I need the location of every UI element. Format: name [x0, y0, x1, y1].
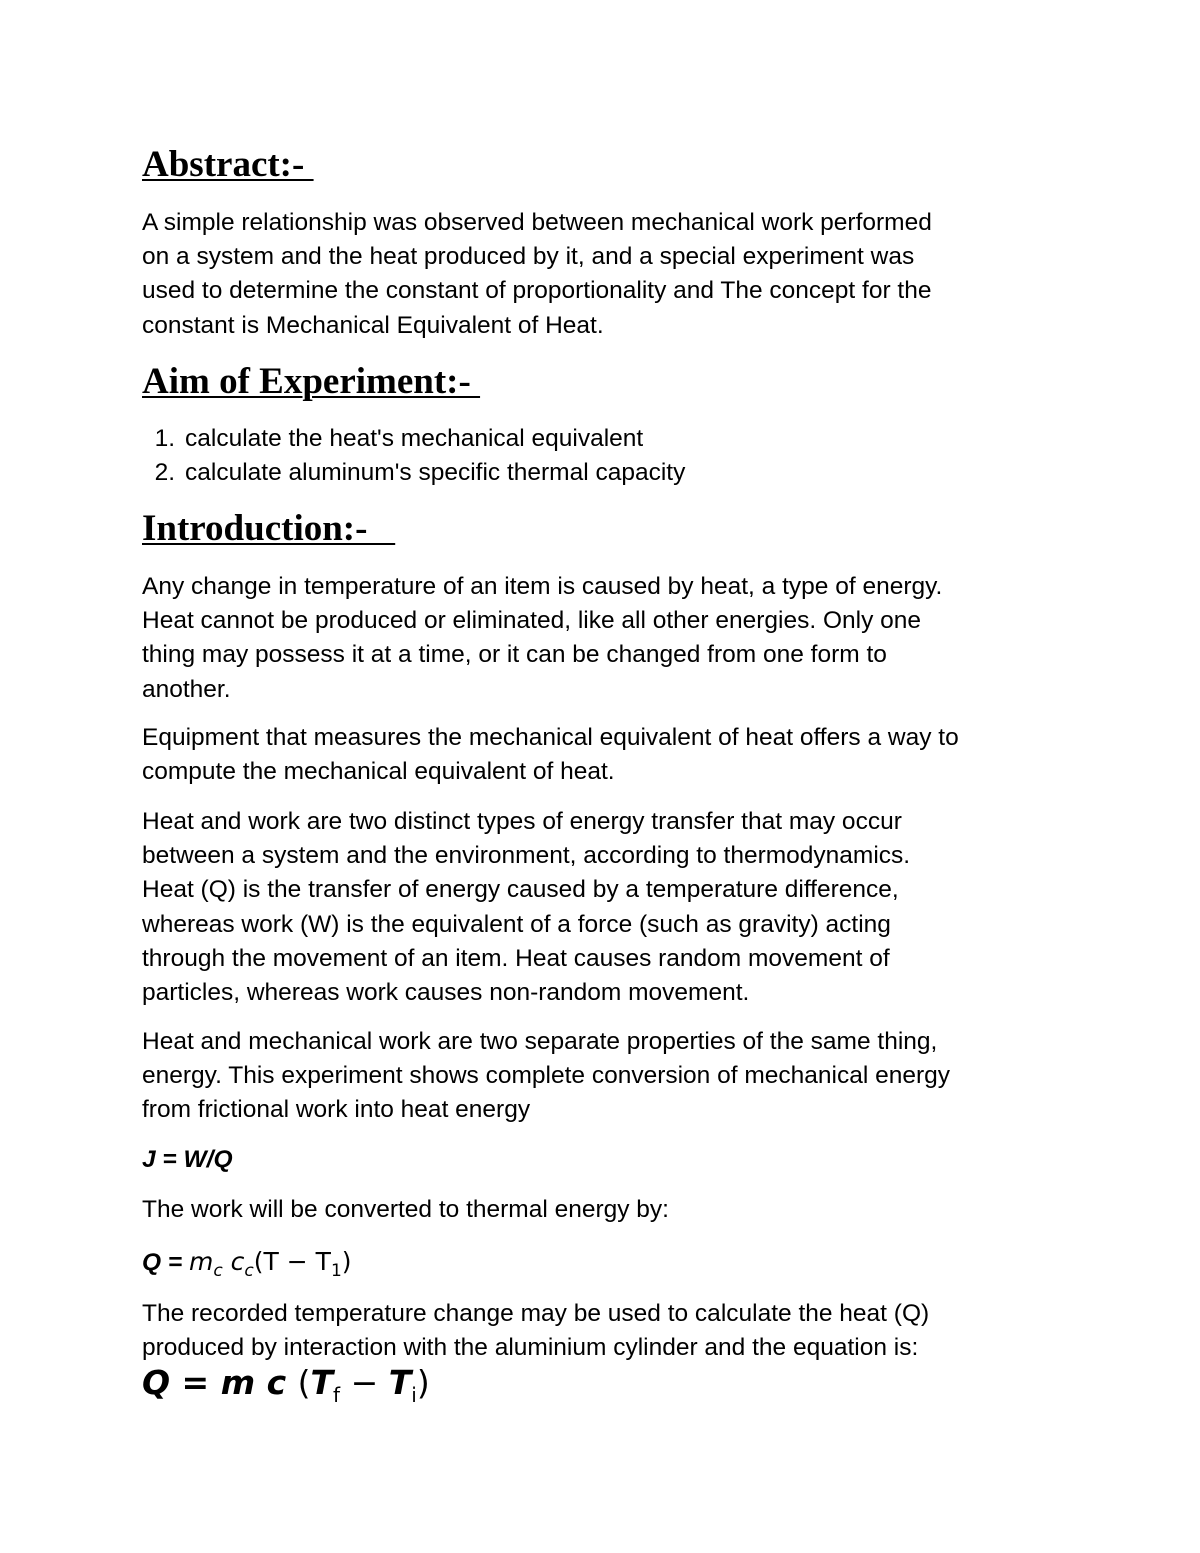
intro-paragraph-5	[142, 1193, 1072, 1227]
text-line: The work will be converted to thermal energy by:	[142, 1196, 669, 1223]
intro-paragraph-3	[142, 805, 1072, 1010]
text-line: energy. This experiment shows complete conversion of mechanical energy	[142, 1062, 950, 1090]
text-line: on a system and the heat produced by it, and a special experiment was	[142, 243, 915, 271]
text-line: Heat cannot be produced or eliminated, like all other energies. Only one	[142, 607, 922, 635]
text-line: Heat and mechanical work are two separate properties of the same thing,	[142, 1028, 938, 1055]
text-line: Equipment that measures the mechanical equivalent of heat offers a way to	[142, 724, 959, 751]
text-line: constant is Mechanical Equivalent of Heat.	[142, 311, 604, 339]
text-line: another.	[142, 675, 231, 703]
text-line: produced by interaction with the aluminium cylinder and the equation is:	[142, 1334, 919, 1362]
text-line: Heat and work are two distinct types of energy transfer that may occur	[142, 808, 902, 835]
text-line: from frictional work into heat energy	[142, 1096, 531, 1124]
list-number: 2.	[154, 459, 175, 487]
equation-lhs: Q =	[142, 1249, 189, 1276]
text-line: Heat (Q) is the transfer of energy caused by a temperature difference,	[142, 876, 899, 904]
text-line: thing may possess it at a time, or it can be changed from one form to	[142, 641, 887, 669]
text-line: A simple relationship was observed between mechanical work performed	[142, 209, 932, 236]
list-item	[0, 456, 685, 490]
aim-list	[142, 422, 685, 490]
equation-heat-q2: Q = m c $(T_f - T_i)$	[142, 1363, 430, 1407]
intro-paragraph-6	[142, 1297, 1072, 1365]
abstract-heading: Abstract:-	[142, 144, 314, 185]
text-line: compute the mechanical equivalent of heat.	[142, 758, 615, 786]
text-line: Any change in temperature of an item is caused by heat, a type of energy.	[142, 573, 943, 600]
text-line: through the movement of an item. Heat causes random movement of	[142, 944, 890, 972]
list-number: 1.	[154, 425, 175, 452]
list-item-text: calculate aluminum's specific thermal capacity	[185, 459, 686, 487]
text-line: used to determine the constant of proportionality and The concept for the	[142, 277, 932, 305]
intro-paragraph-4	[142, 1025, 1072, 1128]
text-line: between a system and the environment, according to thermodynamics.	[142, 842, 911, 870]
list-item-text: calculate the heat's mechanical equivalent	[185, 425, 644, 452]
intro-paragraph-1	[142, 570, 1072, 707]
introduction-heading: Introduction:-	[142, 508, 396, 549]
equation-rhs: $m_c$ $c_c(T - T_1)$	[188, 1247, 352, 1281]
aim-heading: Aim of Experiment:-	[142, 361, 481, 402]
equation-j: J = W/Q	[142, 1146, 233, 1173]
list-item	[0, 422, 685, 456]
text-line: whereas work (W) is the equivalent of a force (such as gravity) acting	[142, 910, 891, 938]
intro-paragraph-2	[142, 721, 1072, 789]
text-line: The recorded temperature change may be used to calculate the heat (Q)	[142, 1300, 930, 1327]
text-line: particles, whereas work causes non-random movement.	[142, 979, 750, 1007]
equation-heat-q1	[142, 1245, 352, 1280]
abstract-paragraph	[142, 206, 1072, 343]
